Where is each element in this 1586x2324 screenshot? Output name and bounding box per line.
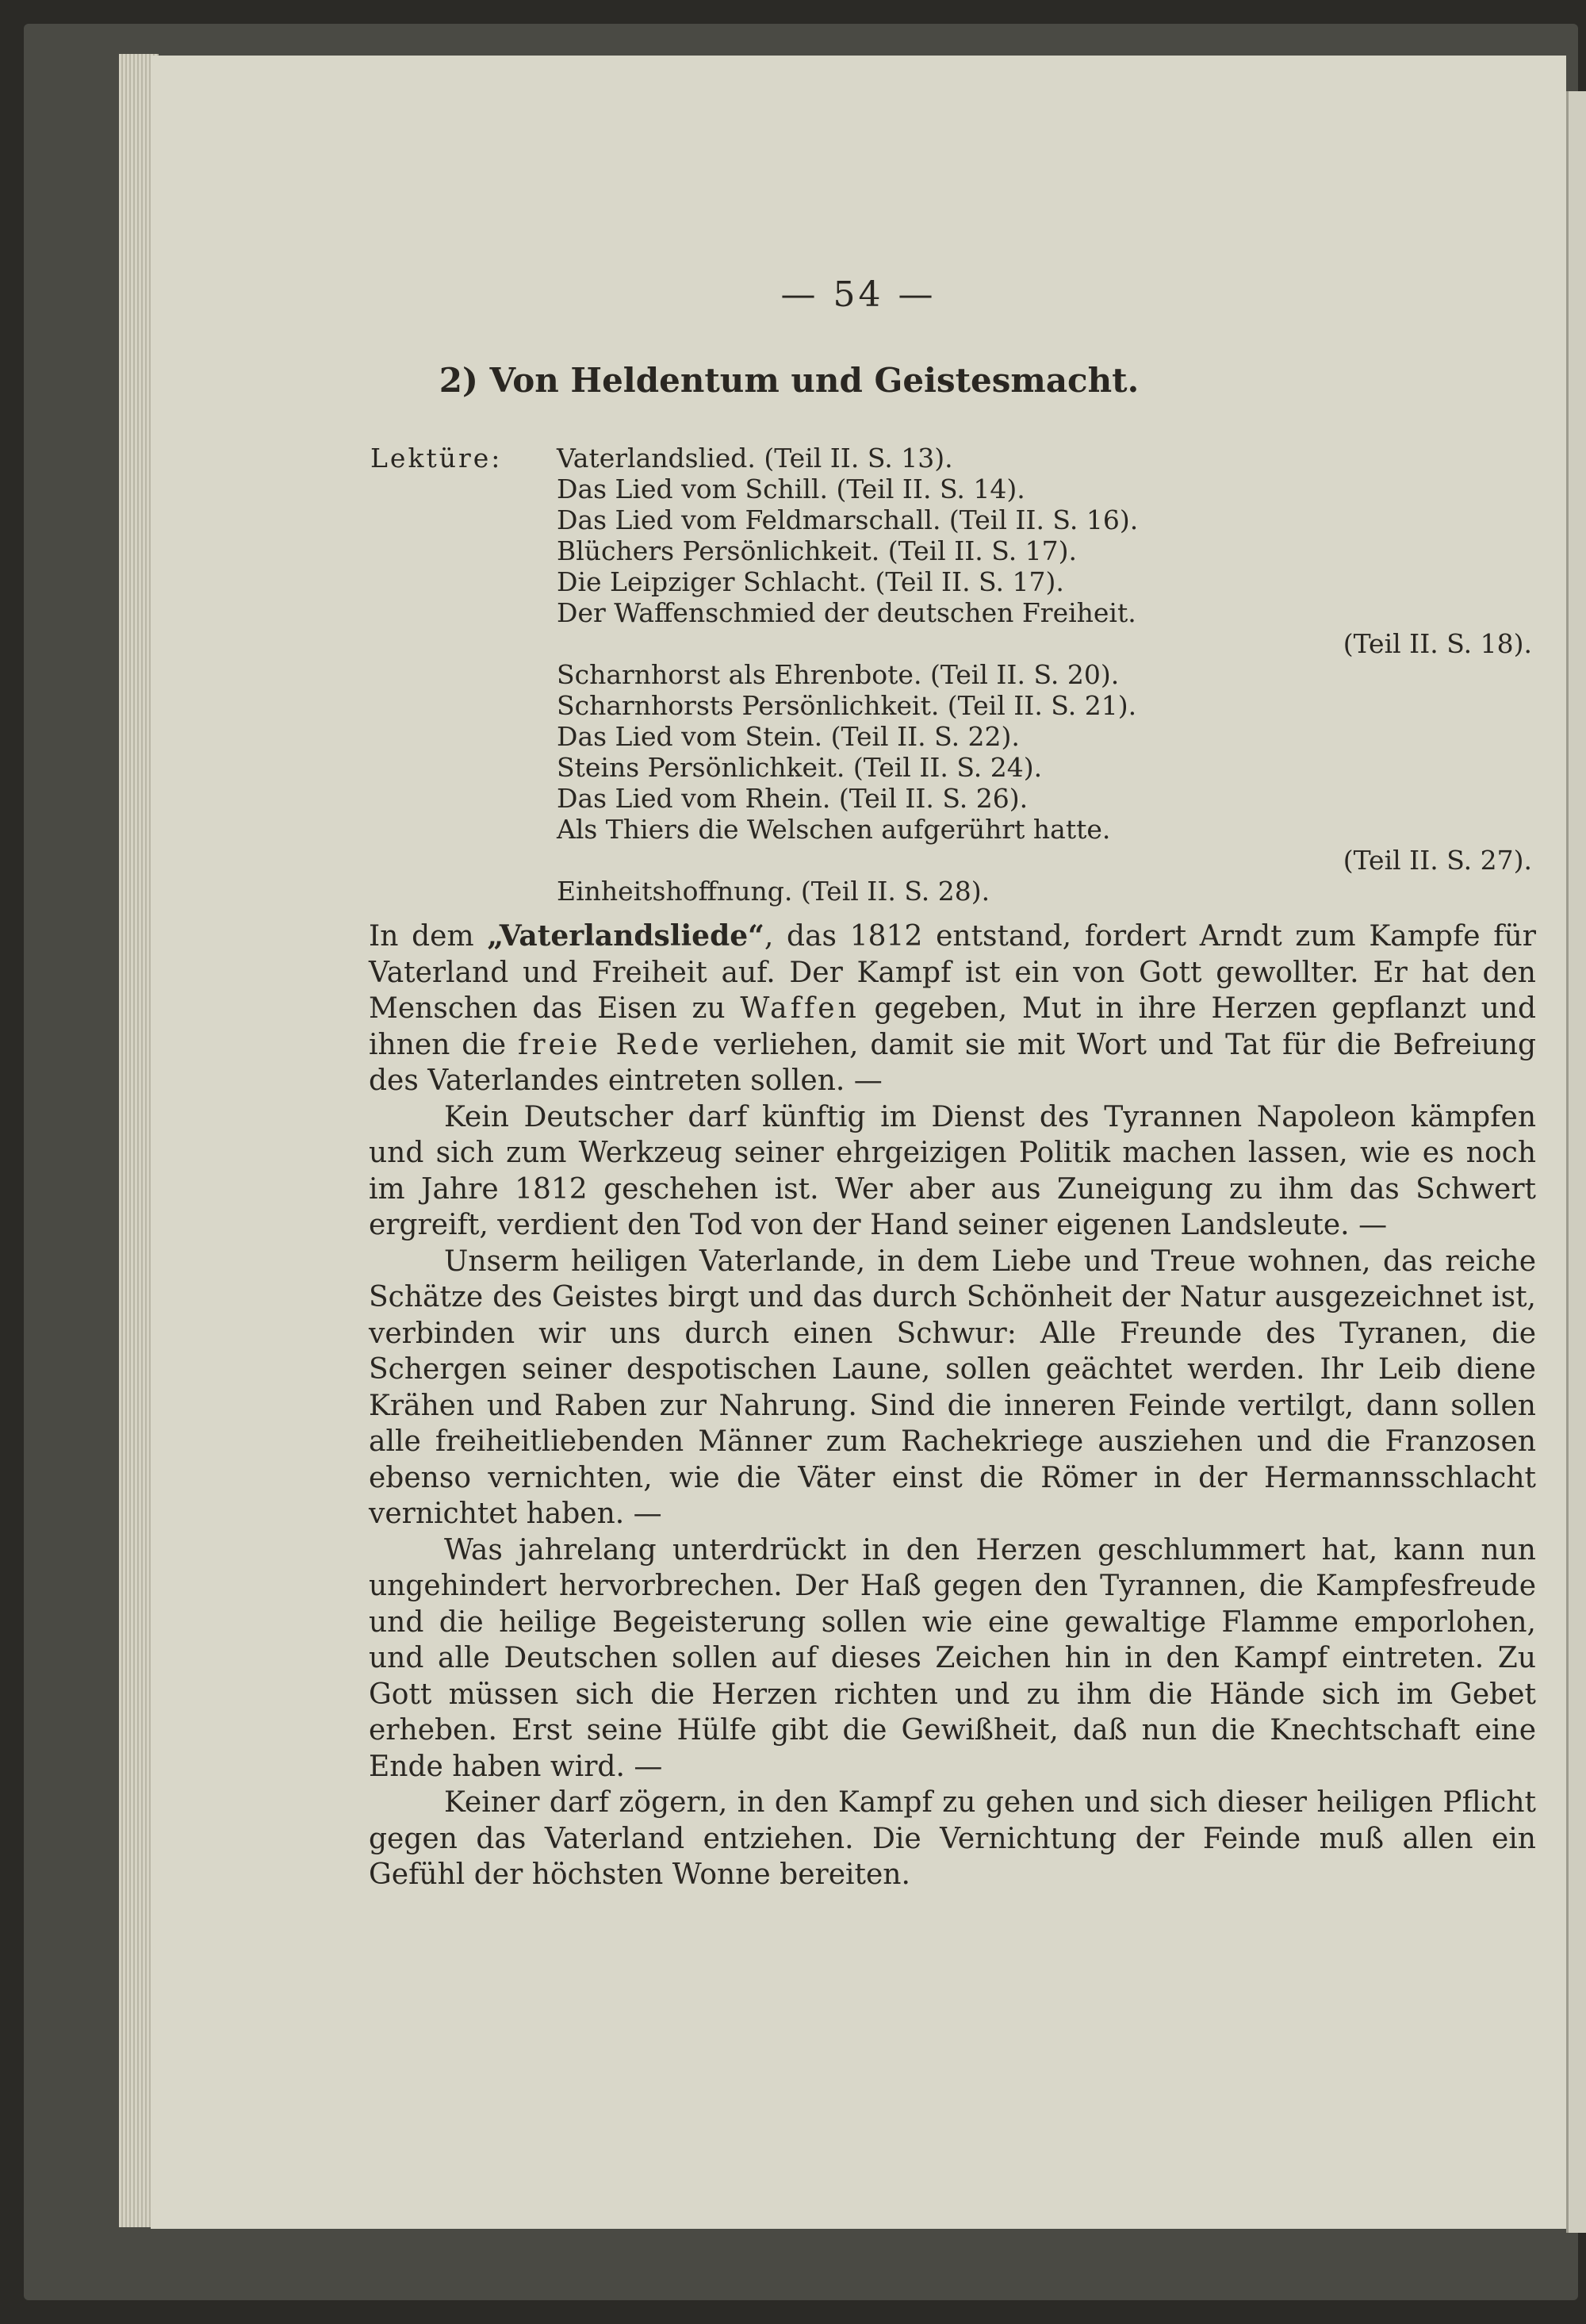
reading-list-item: Blüchers Persönlichkeit. (Teil II. S. 17).	[557, 535, 1078, 566]
paragraph-3: Unserm heiligen Vaterlande, in dem Liebe und Treue wohnen, das reiche Schätze des Geistes birgt und das durch Schönheit der Natur ausgezeichnet ist, verbinden wir uns durch einen Schwur: Alle Freunde des Tyranen, die Schergen seiner despotischen Laune, sollen geächtet werden. Ihr Leib diene Krähen und Raben zur Nahrung. Sind die inneren Feinde vertilgt, dann sollen alle freiheitliebenden Männer zum Rachekriege ausziehen und die Franzosen ebenso vernichten, wie die Väter einst die Römer in der Hermannsschlacht vernichtet haben. —	[369, 1244, 1536, 1530]
reading-list-item: Einheitshoffnung. (Teil II. S. 28).	[557, 876, 990, 907]
page-number: — 54 —	[780, 274, 937, 315]
song-title: „Vaterlandsliede“	[487, 919, 764, 953]
reading-list-item: (Teil II. S. 18).	[1343, 628, 1532, 659]
paragraph-5: Keiner darf zögern, in den Kampf zu gehen und sich dieser heiligen Pflicht gegen das Vaterland entziehen. Die Vernichtung der Feinde muß allen ein Gefühl der höchsten Wonne bereiten.	[369, 1786, 1536, 1891]
section-heading: 2) Von Heldentum und Geistesmacht.	[439, 361, 1140, 400]
reading-list-item: Die Leipziger Schlacht. (Teil II. S. 17).	[557, 566, 1064, 597]
reading-list-label: Lektüre:	[370, 443, 503, 474]
reading-list-item: Steins Persönlichkeit. (Teil II. S. 24).	[557, 752, 1043, 783]
emphasis-waffen: Waffen	[740, 992, 860, 1025]
reading-list-item: Vaterlandslied. (Teil II. S. 13).	[557, 443, 953, 474]
reading-list-item: Das Lied vom Rhein. (Teil II. S. 26).	[557, 783, 1029, 814]
reading-list-items	[557, 443, 1540, 907]
reading-list-item: Das Lied vom Feldmarschall. (Teil II. S. 16).	[557, 504, 1139, 535]
reading-list-item: Scharnhorsts Persönlichkeit. (Teil II. S. 21).	[557, 690, 1137, 721]
reading-list-item: (Teil II. S. 27).	[1343, 845, 1532, 876]
paragraph-2: Kein Deutscher darf künftig im Dienst des Tyrannen Napoleon kämpfen und sich zum Werkzeug seiner ehrgeizigen Politik machen lassen, wie es noch im Jahre 1812 geschehen ist. Wer aber aus Zuneigung zu ihm das Schwert ergreift, verdient den Tod von der Hand seiner eigenen Landsleute. —	[369, 1100, 1536, 1241]
book-page	[151, 56, 1566, 2229]
reading-list-item: Als Thiers die Welschen aufgerührt hatte.	[557, 814, 1111, 845]
reading-list-item: Scharnhorst als Ehrenbote. (Teil II. S. 20).	[557, 659, 1120, 690]
body-text	[369, 918, 1536, 1893]
reading-list-item: Das Lied vom Schill. (Teil II. S. 14).	[557, 474, 1025, 504]
emphasis-freie-rede: freie Rede	[518, 1028, 703, 1061]
paragraph-4: Was jahrelang unterdrückt in den Herzen geschlummert hat, kann nun ungehindert hervorbrechen. Der Haß gegen den Tyrannen, die Kampfesfreude und die heilige Begeisterung sollen wie eine gewaltige Flamme emporlohen, und alle Deutschen sollen auf dieses Zeichen hin in den Kampf eintreten. Zu Gott müssen sich die Herzen richten und zu ihm die Hände sich im Gebet erheben. Erst seine Hülfe gibt die Gewißheit, daß nun die Knechtschaft eine Ende haben wird. —	[369, 1533, 1536, 1783]
reading-list-item: Der Waffenschmied der deutschen Freiheit.	[557, 597, 1136, 628]
facing-page-edge	[1566, 91, 1586, 2233]
reading-list-item: Das Lied vom Stein. (Teil II. S. 22).	[557, 721, 1020, 752]
paragraph-1: In dem „Vaterlandsliede“, das 1812 entstand, fordert Arndt zum Kampfe für Vaterland und Freiheit auf. Der Kampf ist ein von Gott gewollter. Er hat den Menschen das Eisen zu Waffen gegeben, Mut in ihre Herzen gepflanzt und ihnen die freie Rede verliehen, damit sie mit Wort und Tat für die Befreiung des Vaterlandes eintreten sollen. —	[369, 919, 1537, 1097]
